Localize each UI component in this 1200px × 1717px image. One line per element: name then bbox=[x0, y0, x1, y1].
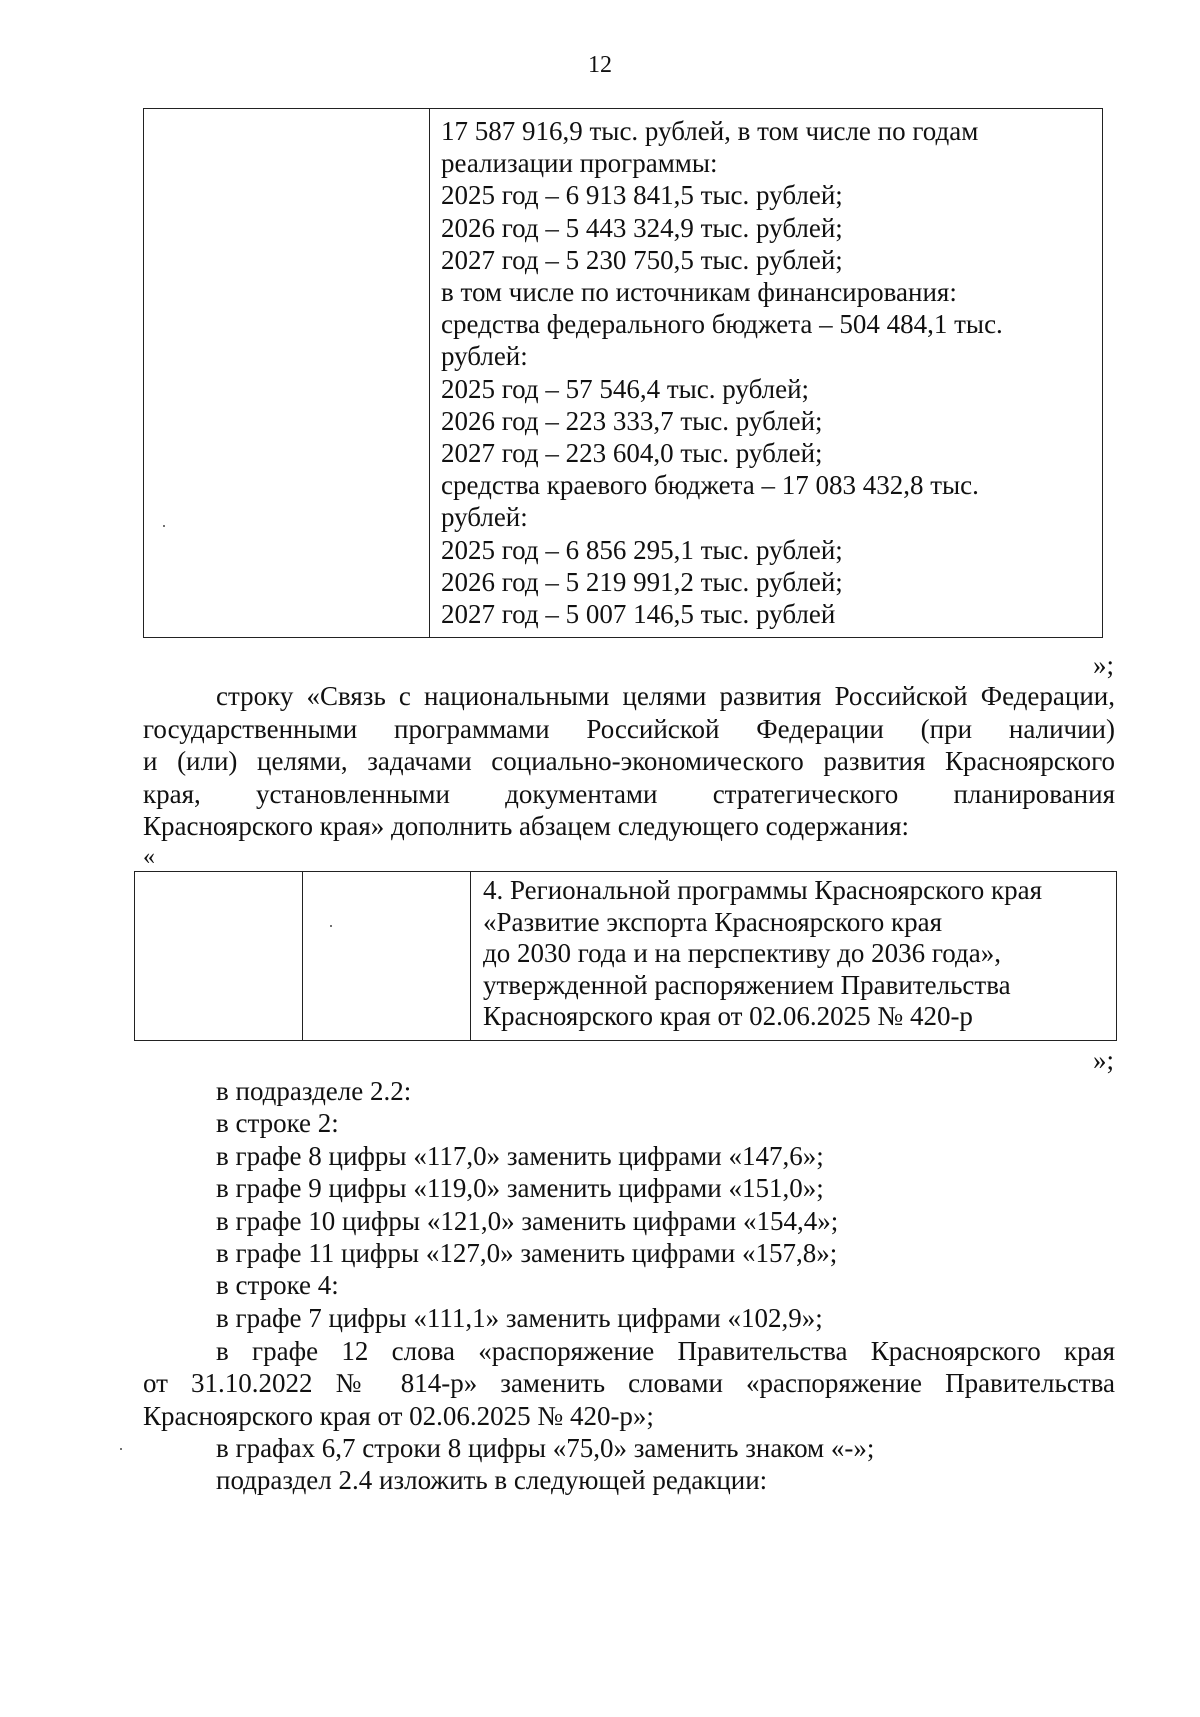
program-line: утвержденной распоряжением Правительства bbox=[483, 969, 1011, 1000]
scan-speck bbox=[330, 925, 332, 927]
financing-line: 2026 год – 5 443 324,9 тыс. рублей; bbox=[441, 212, 843, 243]
program-line: «Развитие экспорта Красноярского края bbox=[483, 906, 943, 937]
scan-speck bbox=[163, 525, 165, 527]
open-quote: « bbox=[143, 844, 155, 870]
financing-line: 2027 год – 5 230 750,5 тыс. рублей; bbox=[441, 244, 843, 275]
amendment-item: в графах 6,7 строки 8 цифры «75,0» заменить знаком «-»; bbox=[216, 1433, 875, 1463]
amendment-item: в графе 7 цифры «111,1» заменить цифрами «102,9»; bbox=[216, 1302, 823, 1333]
paragraph-line: Красноярского края от 02.06.2025 № 420-р»; bbox=[143, 1400, 654, 1431]
financing-table bbox=[143, 108, 1103, 638]
paragraph-line: от 31.10.2022 № 814-р» заменить словами «распоряжение Правительства bbox=[143, 1368, 1115, 1399]
paragraph-line: края, установленными документами стратегического планирования bbox=[143, 778, 1115, 809]
financing-line: рублей: bbox=[441, 502, 528, 533]
financing-table-value-cell bbox=[430, 109, 1102, 637]
paragraph-line: и (или) целями, задачами социально-экономического развития Красноярского bbox=[143, 746, 1115, 776]
page-number: 12 bbox=[588, 52, 612, 78]
program-table-cell-2 bbox=[303, 872, 471, 1040]
amendments-list-2 bbox=[216, 1432, 874, 1497]
amendment-item: в графе 8 цифры «117,0» заменить цифрами «147,6»; bbox=[216, 1140, 824, 1171]
paragraph-national-goals bbox=[143, 680, 1115, 843]
amendment-item: в строке 2: bbox=[216, 1108, 339, 1139]
amendment-item: в графе 10 цифры «121,0» заменить цифрами «154,4»; bbox=[216, 1205, 839, 1236]
financing-line: средства краевого бюджета – 17 083 432,8 тыс. bbox=[441, 470, 979, 501]
program-line: Красноярского края от 02.06.2025 № 420-р bbox=[483, 1001, 973, 1031]
paragraph-column-12 bbox=[143, 1335, 1115, 1432]
financing-table-label-cell bbox=[144, 109, 430, 637]
program-table bbox=[134, 871, 1117, 1041]
program-line: до 2030 года и на перспективу до 2036 года», bbox=[483, 938, 1001, 968]
financing-line: 2027 год – 223 604,0 тыс. рублей; bbox=[441, 438, 823, 469]
closing-quote-1: »; bbox=[1092, 650, 1114, 680]
financing-line: 2027 год – 5 007 146,5 тыс. рублей bbox=[441, 599, 836, 630]
financing-line: 2026 год – 5 219 991,2 тыс. рублей; bbox=[441, 566, 843, 597]
financing-line: 2025 год – 6 856 295,1 тыс. рублей; bbox=[441, 534, 843, 565]
program-table-cell-1 bbox=[135, 872, 303, 1040]
financing-line: 17 587 916,9 тыс. рублей, в том числе по годам bbox=[441, 116, 979, 146]
financing-line: реализации программы: bbox=[441, 148, 718, 179]
paragraph-line: в графе 12 слова «распоряжение Правительства Красноярского края bbox=[216, 1336, 1115, 1366]
amendment-item: в графе 9 цифры «119,0» заменить цифрами «151,0»; bbox=[216, 1173, 824, 1204]
financing-line: средства федерального бюджета – 504 484,1 тыс. bbox=[441, 309, 1003, 340]
amendment-item: в строке 4: bbox=[216, 1270, 339, 1301]
paragraph-line: государственными программами Российской Федерации (при наличии) bbox=[143, 713, 1115, 744]
amendment-item: подраздел 2.4 изложить в следующей редакции: bbox=[216, 1465, 768, 1496]
amendments-list-1 bbox=[216, 1075, 838, 1334]
financing-line: 2026 год – 223 333,7 тыс. рублей; bbox=[441, 405, 823, 436]
financing-line: 2025 год – 6 913 841,5 тыс. рублей; bbox=[441, 180, 843, 211]
scan-speck bbox=[120, 1448, 122, 1450]
program-table-cell-3 bbox=[471, 872, 1116, 1040]
financing-line: рублей: bbox=[441, 341, 528, 372]
financing-line: в том числе по источникам финансирования: bbox=[441, 277, 957, 308]
amendment-item: в подразделе 2.2: bbox=[216, 1076, 412, 1106]
program-line: 4. Региональной программы Красноярского края bbox=[483, 875, 1043, 905]
financing-line: 2025 год – 57 546,4 тыс. рублей; bbox=[441, 373, 810, 404]
paragraph-line: Красноярского края» дополнить абзацем следующего содержания: bbox=[143, 811, 909, 841]
closing-quote-2: »; bbox=[1092, 1045, 1114, 1075]
amendment-item: в графе 11 цифры «127,0» заменить цифрами «157,8»; bbox=[216, 1238, 838, 1269]
paragraph-line: строку «Связь с национальными целями развития Российской Федерации, bbox=[216, 681, 1115, 711]
